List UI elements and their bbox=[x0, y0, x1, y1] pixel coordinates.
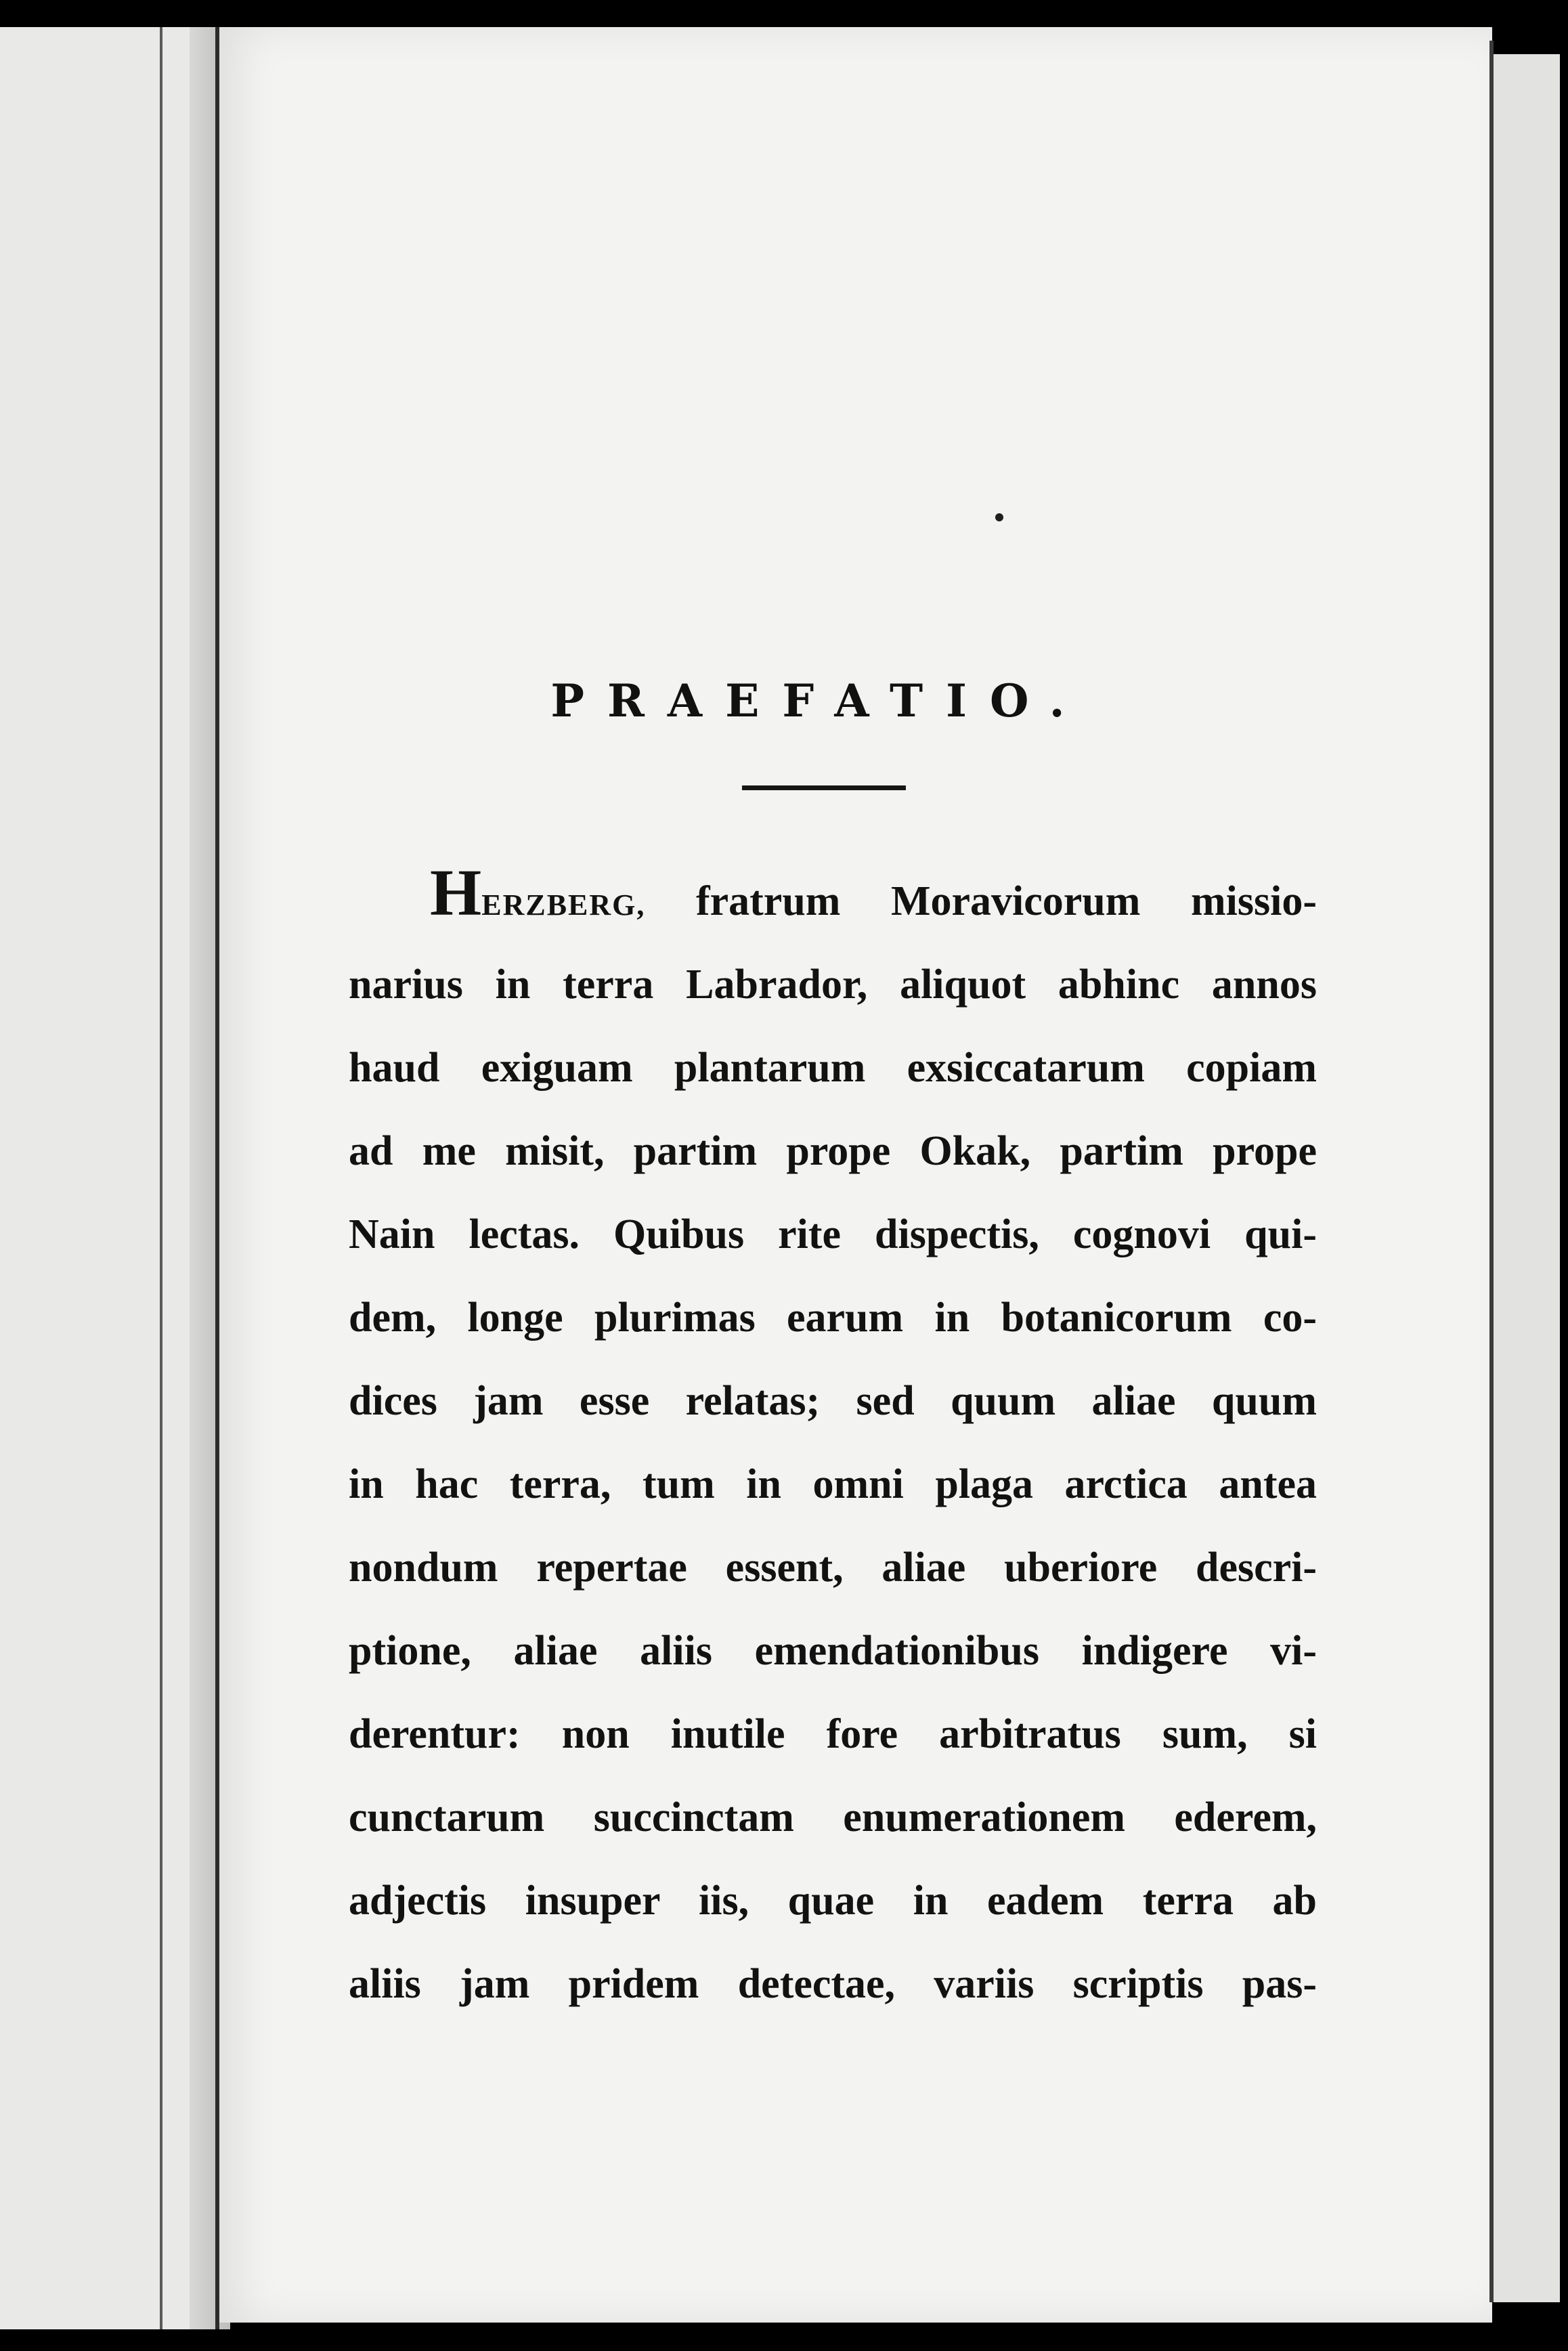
gutter-line bbox=[160, 27, 162, 2329]
text-line: dices jam esse relatas; sed quum aliae quum bbox=[349, 1378, 1317, 1424]
text-line: adjectis insuper iis, quae in eadem terra ab bbox=[349, 1878, 1317, 1924]
text-line: Nain lectas. Quibus rite dispectis, cognovi qui- bbox=[349, 1211, 1317, 1257]
line-text: fratrum Moravicorum missio- bbox=[695, 878, 1317, 924]
text-line: in hac terra, tum in omni plaga arctica antea bbox=[349, 1461, 1317, 1507]
text-line bbox=[349, 857, 1317, 943]
text-line: ad me misit, partim prope Okak, partim prope bbox=[349, 1128, 1317, 1174]
text-line: dem, longe plurimas earum in botanicorum co- bbox=[349, 1295, 1317, 1341]
ink-dot bbox=[995, 513, 1003, 521]
text-line: narius in terra Labrador, aliquot abhinc annos bbox=[349, 962, 1317, 1008]
text-line: cunctarum succinctam enumerationem ederem, bbox=[349, 1794, 1317, 1840]
small-caps-name: ERZBERG, bbox=[481, 888, 646, 922]
drop-cap: H bbox=[430, 857, 482, 930]
text-line: nondum repertae essent, aliae uberiore descri- bbox=[349, 1545, 1317, 1591]
page-heading: PRAEFATIO. bbox=[550, 674, 1088, 727]
body-text bbox=[349, 857, 1317, 2026]
text-line: derentur: non inutile fore arbitratus sum, si bbox=[349, 1711, 1317, 1757]
text-line: ptione, aliae aliis emendationibus indigere vi- bbox=[349, 1628, 1317, 1674]
text-line: haud exiguam plantarum exsiccatarum copiam bbox=[349, 1045, 1317, 1091]
right-page-edge bbox=[1492, 54, 1560, 2302]
page-edge-line bbox=[1489, 41, 1494, 2302]
text-line: aliis jam pridem detectae, variis scriptis pas- bbox=[349, 1961, 1317, 2007]
heading-rule bbox=[742, 785, 906, 790]
facing-page-edge bbox=[0, 27, 217, 2329]
